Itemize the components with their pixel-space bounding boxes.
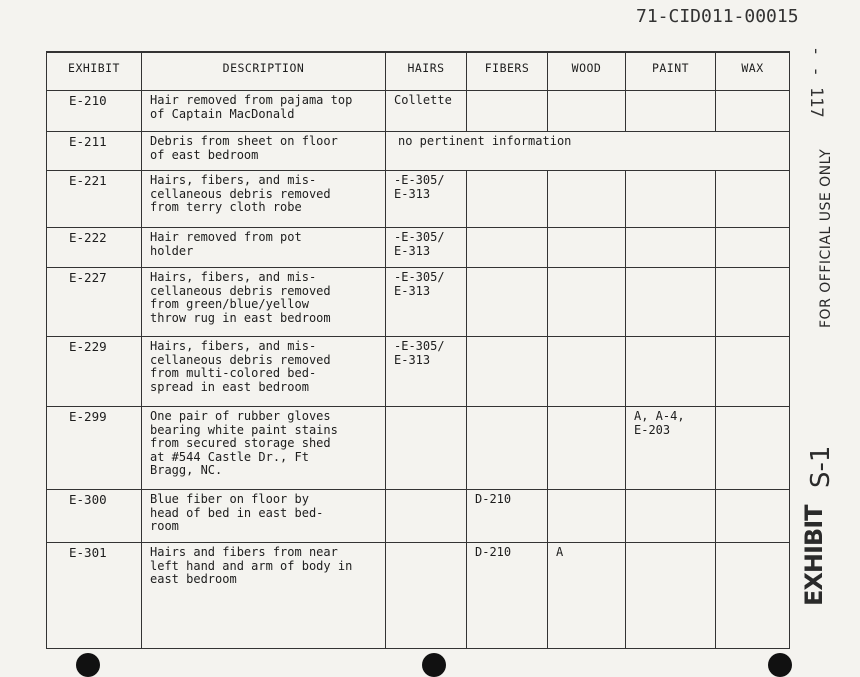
description-cell: Hairs and fibers from near left hand and arm of body in east bedroom	[142, 543, 386, 649]
table-row	[47, 91, 790, 132]
exhibit-cell: E-229	[47, 337, 142, 407]
note-cell: no pertinent information	[386, 132, 790, 171]
wood-cell	[548, 407, 626, 490]
hairs-cell: -E-305/ E-313	[386, 337, 467, 407]
wax-cell	[716, 407, 790, 490]
paint-cell	[626, 543, 716, 649]
description-cell: Hairs, fibers, and mis- cellaneous debris removed from green/blue/yellow throw rug in east bedroom	[142, 268, 386, 337]
wax-cell	[716, 337, 790, 407]
header-wax: WAX	[716, 52, 790, 91]
description-cell: Blue fiber on floor by head of bed in east bed- room	[142, 490, 386, 543]
exhibit-stamp: EXHIBIT	[800, 505, 828, 606]
paint-cell	[626, 91, 716, 132]
paint-cell	[626, 490, 716, 543]
paint-cell	[626, 171, 716, 228]
fibers-cell: D-210	[467, 490, 548, 543]
wax-cell	[716, 91, 790, 132]
table-row	[47, 543, 790, 649]
paint-cell	[626, 268, 716, 337]
description-cell: Hairs, fibers, and mis- cellaneous debris removed from multi-colored bed- spread in east bedroom	[142, 337, 386, 407]
description-cell: Hair removed from pajama top of Captain MacDonald	[142, 91, 386, 132]
wax-cell	[716, 228, 790, 268]
hairs-cell	[386, 490, 467, 543]
exhibit-cell: E-227	[47, 268, 142, 337]
wood-cell	[548, 228, 626, 268]
header-paint: PAINT	[626, 52, 716, 91]
fibers-cell	[467, 407, 548, 490]
side-marking: S-1	[806, 445, 836, 488]
table-row	[47, 490, 790, 543]
exhibit-cell: E-299	[47, 407, 142, 490]
wood-cell	[548, 490, 626, 543]
table-row	[47, 132, 790, 171]
fibers-cell	[467, 337, 548, 407]
fibers-cell	[467, 268, 548, 337]
header-hairs: HAIRS	[386, 52, 467, 91]
hairs-cell: Collette	[386, 91, 467, 132]
wax-cell	[716, 171, 790, 228]
wood-cell	[548, 268, 626, 337]
table-header-row	[47, 52, 790, 91]
wood-cell	[548, 171, 626, 228]
paint-cell	[626, 228, 716, 268]
wood-cell	[548, 337, 626, 407]
description-cell: Hair removed from pot holder	[142, 228, 386, 268]
fibers-cell: D-210	[467, 543, 548, 649]
description-cell: Debris from sheet on floor of east bedroom	[142, 132, 386, 171]
header-fibers: FIBERS	[467, 52, 548, 91]
hairs-cell: -E-305/ E-313	[386, 268, 467, 337]
hairs-cell: -E-305/ E-313	[386, 228, 467, 268]
wax-cell	[716, 268, 790, 337]
exhibit-cell: E-301	[47, 543, 142, 649]
wax-cell	[716, 490, 790, 543]
exhibit-cell: E-221	[47, 171, 142, 228]
paint-cell: A, A-4, E-203	[626, 407, 716, 490]
wood-cell: A	[548, 543, 626, 649]
table-row	[47, 337, 790, 407]
fibers-cell	[467, 228, 548, 268]
paint-cell	[626, 337, 716, 407]
hairs-cell: -E-305/ E-313	[386, 171, 467, 228]
official-use-stamp: FOR OFFICIAL USE ONLY	[818, 148, 834, 328]
fibers-cell	[467, 91, 548, 132]
binder-hole-icon	[422, 653, 446, 677]
header-exhibit: EXHIBIT	[47, 52, 142, 91]
table-row	[47, 228, 790, 268]
evidence-table	[46, 51, 790, 649]
binder-hole-icon	[768, 653, 792, 677]
fibers-cell	[467, 171, 548, 228]
exhibit-cell: E-222	[47, 228, 142, 268]
document-id: 71-CID011-00015	[636, 6, 799, 27]
table-row	[47, 407, 790, 490]
exhibit-cell: E-210	[47, 91, 142, 132]
exhibit-cell: E-300	[47, 490, 142, 543]
table-row	[47, 171, 790, 228]
header-wood: WOOD	[548, 52, 626, 91]
binder-hole-icon	[76, 653, 100, 677]
page-number: - - 117	[806, 46, 826, 118]
description-cell: Hairs, fibers, and mis- cellaneous debris removed from terry cloth robe	[142, 171, 386, 228]
exhibit-cell: E-211	[47, 132, 142, 171]
hairs-cell	[386, 543, 467, 649]
table-row	[47, 268, 790, 337]
header-description: DESCRIPTION	[142, 52, 386, 91]
hairs-cell	[386, 407, 467, 490]
wax-cell	[716, 543, 790, 649]
description-cell: One pair of rubber gloves bearing white paint stains from secured storage shed at #544 Castle Dr., Ft Bragg, NC.	[142, 407, 386, 490]
wood-cell	[548, 91, 626, 132]
